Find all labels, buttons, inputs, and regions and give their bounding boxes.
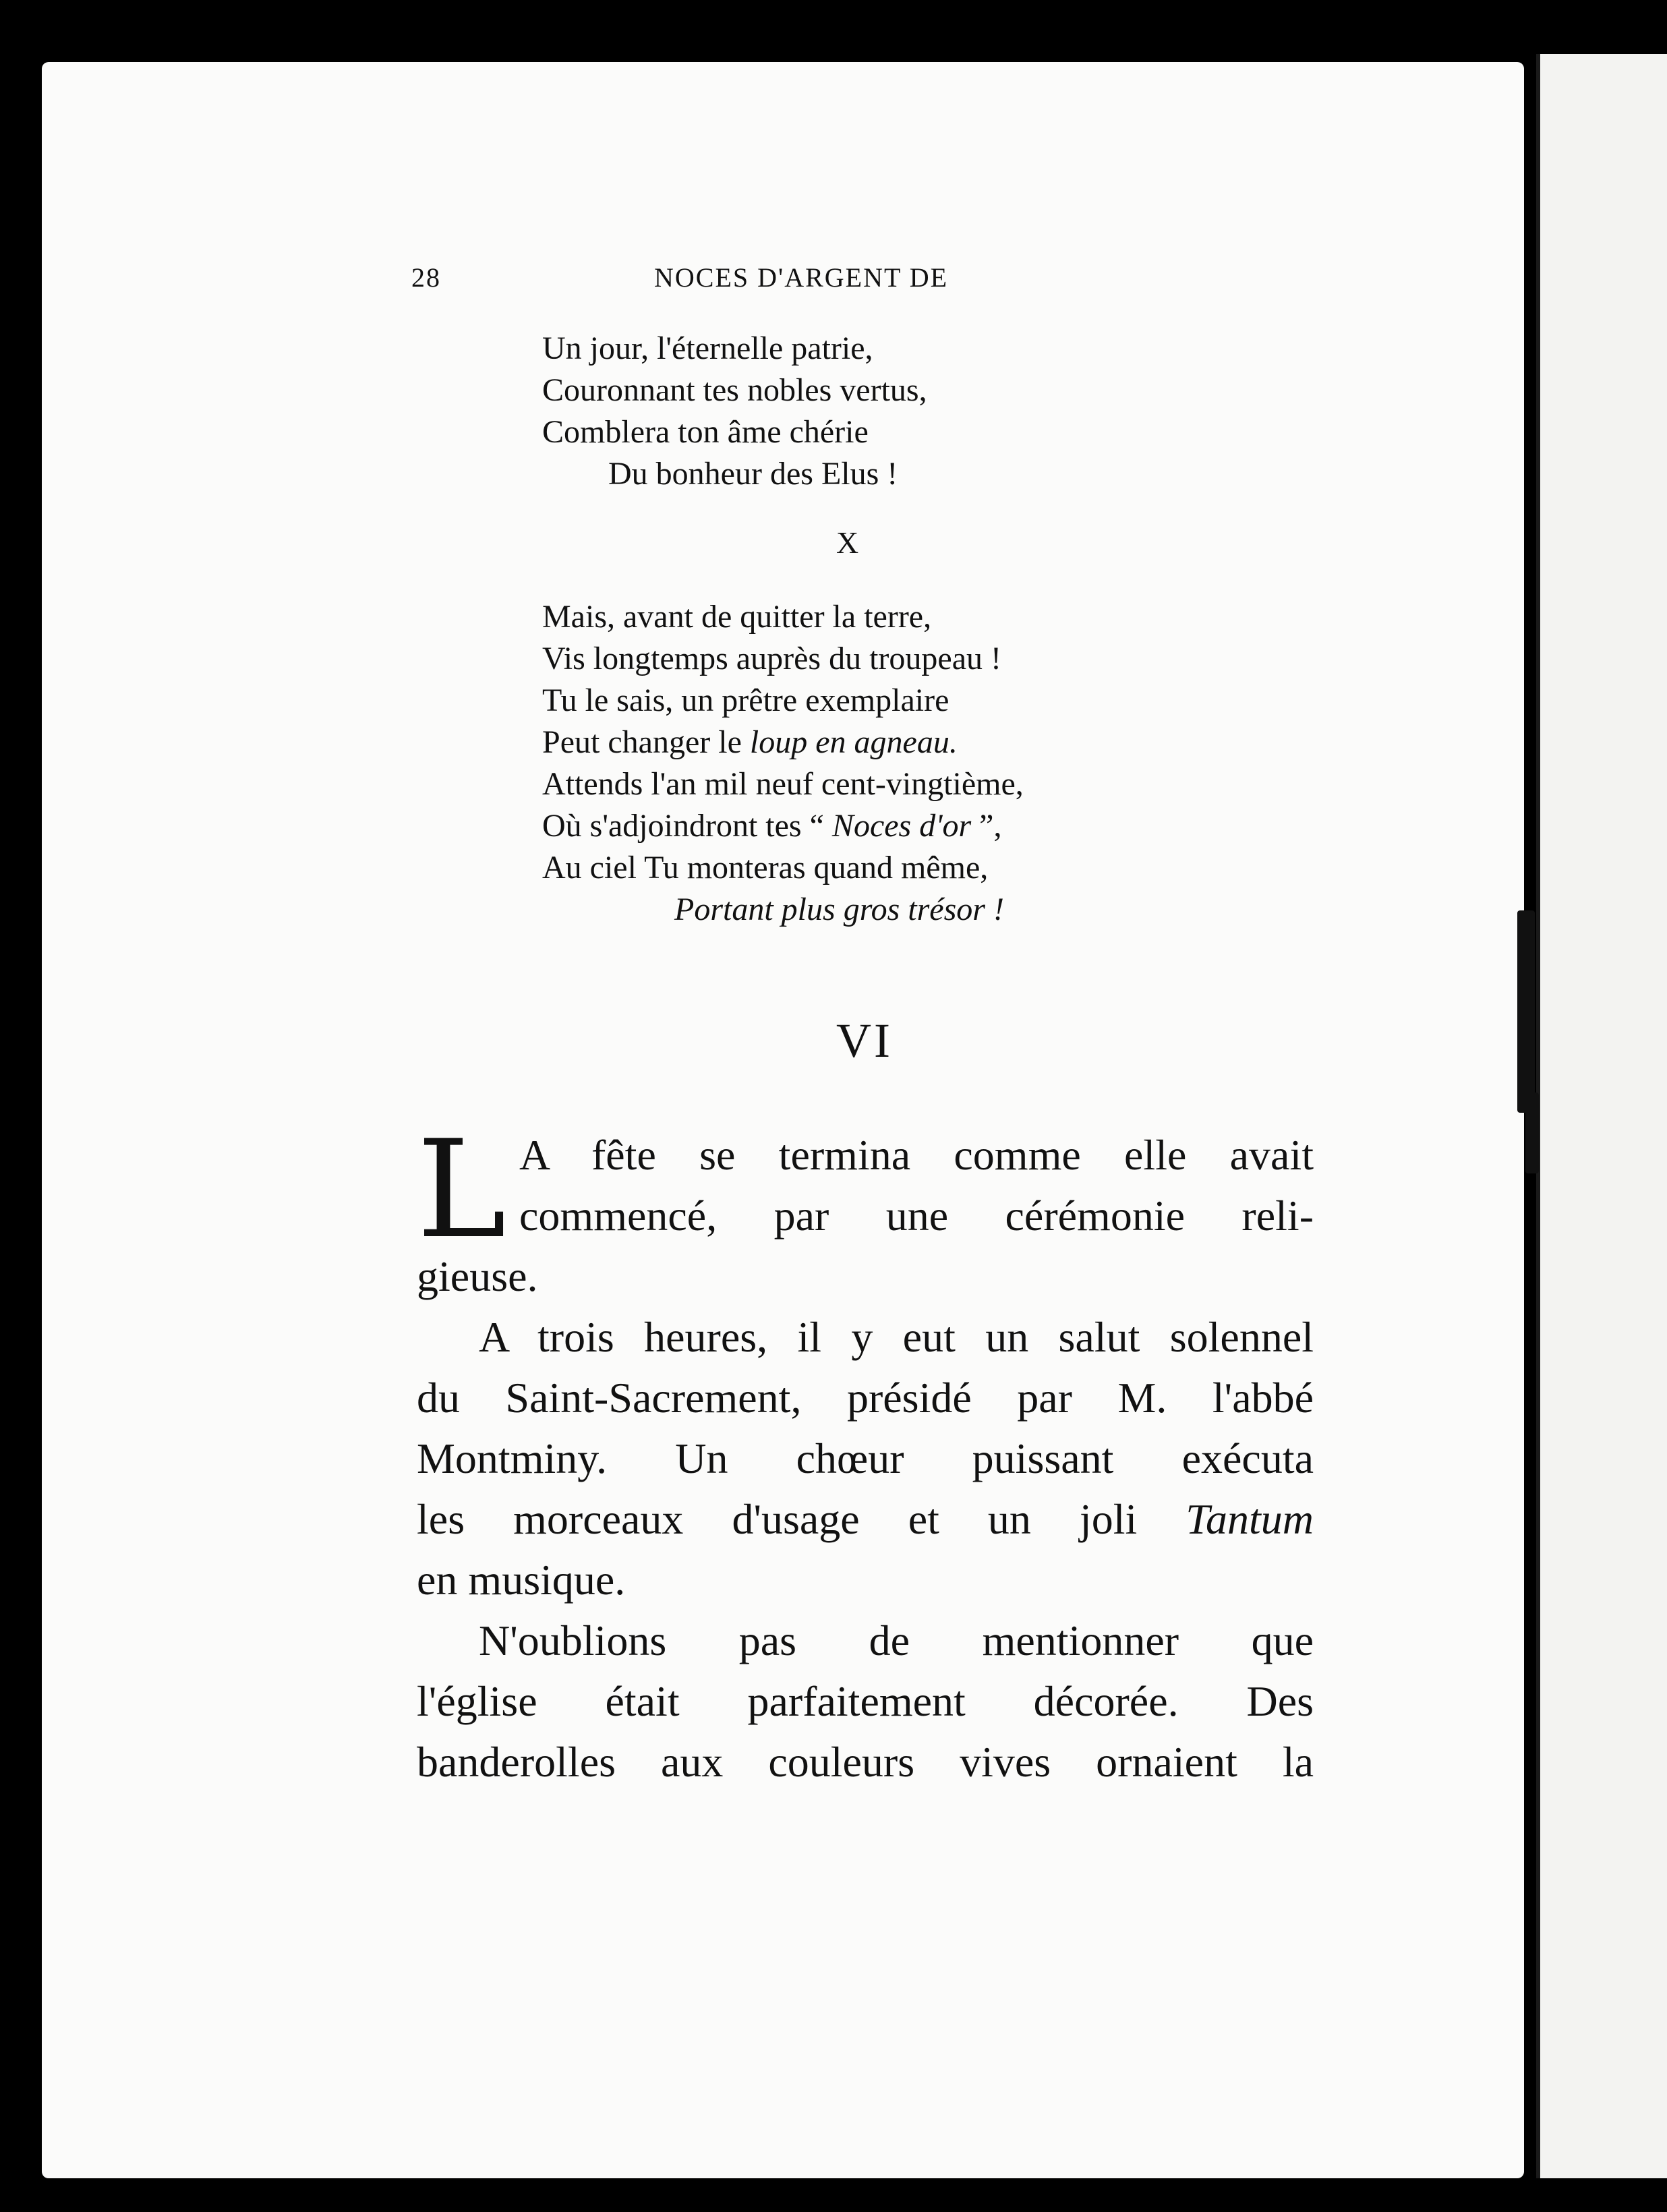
text-line: N'oublions pas de mentionner que [479,1617,1314,1664]
verse-line [542,805,1024,847]
stanza-numeral: X [836,525,859,560]
line-italic: Tantum [1186,1495,1314,1543]
adjacent-page-edge [1536,54,1667,2178]
text-line: gieuse. [417,1252,538,1300]
poem-stanza-x [542,596,1024,931]
line-text: les morceaux d'usage et un joli [417,1495,1138,1543]
page-number: 28 [411,262,441,293]
verse-line: Au ciel Tu monteras quand même, [542,850,989,885]
verse-italic: loup en agneau. [749,724,958,760]
paragraph [417,1111,1314,1307]
running-title: NOCES D'ARGENT DE [654,262,949,293]
verse-line: Vis longtemps auprès du troupeau ! [542,641,1001,676]
binding-shadow [1525,1093,1539,1173]
text-line: l'église était parfaitement décorée. Des [417,1677,1314,1725]
text-line: A fête se termina comme elle avait [519,1131,1314,1179]
section-heading: VI [836,1014,893,1068]
verse-line: Portant plus gros trésor ! [674,892,1004,927]
poem-stanza-ix-end [542,328,927,495]
verse-text: Peut changer le [542,724,742,760]
text-line: en musique. [417,1556,626,1604]
verse-line: Du bonheur des Elus ! [608,456,898,492]
text-line: banderolles aux couleurs vives ornaient la [417,1738,1314,1786]
paragraph [417,1307,1314,1610]
verse-line: Un jour, l'éternelle patrie, [542,330,873,366]
text-line: du Saint-Sacrement, présidé par M. l'abbé [417,1374,1314,1422]
text-line: commencé, par une cérémonie reli- [519,1192,1314,1240]
binding-shadow [1517,910,1535,1113]
drop-cap: L [417,1111,506,1269]
verse-line: Comblera ton âme chérie [542,414,869,450]
body-text [417,1111,1314,1793]
text-line [417,1489,1314,1550]
verse-line: Mais, avant de quitter la terre, [542,599,932,635]
verse-text: ”, [979,808,1002,844]
text-line: Montminy. Un chœur puissant exécuta [417,1434,1314,1482]
verse-italic: Noces d'or [831,808,972,844]
verse-line: Couronnant tes nobles vertus, [542,372,927,408]
verse-text: Où s'adjoindront tes “ [542,808,824,844]
verse-line: Tu le sais, un prêtre exemplaire [542,682,949,718]
verse-line [542,722,1024,763]
text-line: A trois heures, il y eut un salut solennel [479,1313,1314,1361]
paragraph [417,1610,1314,1793]
running-head [411,262,1072,302]
verse-line: Attends l'an mil neuf cent-vingtième, [542,766,1024,802]
